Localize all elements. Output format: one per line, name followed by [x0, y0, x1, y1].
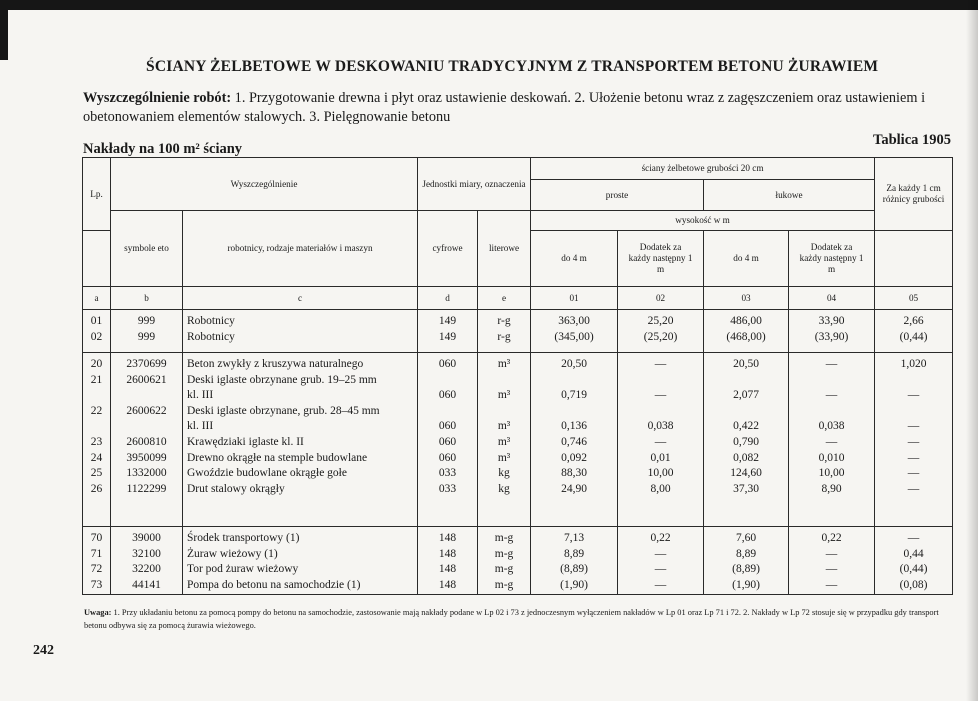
table-row-group-0	[83, 310, 953, 353]
header-do4m-lukowe: do 4 m	[704, 231, 789, 287]
cell-line: —	[825, 578, 838, 591]
cell-line	[704, 404, 788, 420]
cell-line: —	[907, 467, 920, 480]
cell-line: 124,60	[730, 467, 762, 480]
letter-c: c	[183, 287, 418, 310]
cell-line: —	[825, 389, 838, 402]
cell-line: 2600810	[126, 435, 167, 448]
cell-line: m-g	[494, 532, 514, 544]
cell-lit	[478, 527, 531, 595]
cell-lp	[83, 310, 111, 353]
cell-line: 0,092	[561, 451, 587, 464]
cell-c03	[704, 353, 789, 527]
cell-line: 24,90	[561, 482, 587, 495]
cell-cyf	[418, 310, 478, 353]
letter-e: e	[478, 287, 531, 310]
footnote	[84, 606, 956, 632]
cell-line: 8,00	[650, 482, 671, 495]
cell-cyf	[418, 527, 478, 595]
scan-left-edge	[0, 0, 8, 60]
cell-line: —	[907, 389, 920, 402]
cell-c03	[704, 310, 789, 353]
cell-line: 149	[438, 330, 457, 343]
cell-line: m³	[497, 451, 511, 464]
cell-line: m³	[497, 435, 511, 448]
header-dodatek-proste: Dodatek za każdy następny 1 m	[618, 231, 704, 287]
header-proste: proste	[531, 180, 704, 211]
cell-line: 37,30	[733, 482, 759, 495]
cell-line	[111, 388, 182, 404]
cell-line: 148	[438, 547, 457, 560]
cell-line: m³	[497, 389, 511, 402]
cell-line: 32100	[132, 547, 161, 560]
cell-line: (1,90)	[732, 578, 760, 591]
cell-line: 8,90	[821, 482, 842, 495]
cell-line: 0,082	[733, 451, 759, 464]
header-za-kazdy: Za każdy 1 cm różnicy grubości	[875, 158, 953, 231]
cell-line: 0,136	[561, 420, 587, 433]
header-row-3	[83, 211, 953, 231]
cell-line: 2600622	[126, 404, 167, 417]
letter-02: 02	[618, 287, 704, 310]
cell-line: 44141	[132, 578, 161, 591]
cell-line	[618, 373, 703, 389]
cell-lit	[478, 353, 531, 527]
table-number: Tablica 1905	[873, 132, 952, 148]
footnote-label: Uwaga:	[84, 608, 112, 617]
letter-d: d	[418, 287, 478, 310]
cell-line: —	[825, 547, 838, 560]
cell-line	[618, 404, 703, 420]
cell-line: 3950099	[126, 451, 167, 464]
header-symbole: symbole eto	[111, 211, 183, 287]
cell-line: 0,010	[818, 451, 845, 464]
cell-line: 20,50	[733, 358, 759, 370]
cell-name	[183, 527, 418, 595]
table-row-group-1	[83, 353, 953, 527]
cell-line	[531, 404, 617, 420]
cell-line: 01	[90, 315, 103, 327]
cell-line: 20	[90, 358, 103, 370]
cell-c04	[789, 310, 875, 353]
cell-line: (8,89)	[560, 563, 588, 576]
cell-line: 2,66	[903, 315, 924, 327]
cell-line: Deski iglaste obrzynane grub. 19–25 mm	[187, 373, 377, 386]
table-row-group-2	[83, 527, 953, 595]
cell-line: 39000	[132, 532, 161, 544]
footnote-text: 1. Przy układaniu betonu za pomocą pompy do betonu na samochodzie, zastosowanie mają nakłady podane w Lp 02 i 73 z jednoczesnym wyłączeniem nakładów w Lp 01 oraz Lp 71 i 72. 2. Nakłady w Lp 72 stosuje się w przypadku gdy transport betonu odbywa się za pomocą żurawia wieżowego.	[84, 608, 939, 630]
cell-line: 148	[438, 532, 457, 544]
cell-name	[183, 310, 418, 353]
cell-line: Beton zwykły z kruszywa naturalnego	[187, 358, 364, 370]
page-title: ŚCIANY ŻELBETOWE W DESKOWANIU TRADYCYJNYM Z TRANSPORTEM BETONU ŻURAWIEM	[146, 58, 879, 75]
cell-line: 0,746	[561, 435, 587, 448]
letter-04: 04	[789, 287, 875, 310]
norms-table	[82, 157, 953, 595]
cell-line: (345,00)	[554, 330, 594, 343]
cell-line: —	[654, 389, 667, 402]
cell-line: 2600621	[126, 373, 167, 386]
cell-line	[478, 373, 530, 389]
cell-line: 33,90	[818, 315, 845, 327]
cell-line: 148	[438, 563, 457, 576]
header-wysokosc: wysokość w m	[531, 211, 875, 231]
cell-line	[875, 373, 952, 389]
cell-line: 0,038	[647, 420, 674, 433]
cell-c01	[531, 310, 618, 353]
cell-line: 1332000	[126, 467, 167, 480]
header-sciany: ściany żelbetowe grubości 20 cm	[531, 158, 875, 180]
cell-line: 060	[438, 451, 457, 464]
cell-line: 0,44	[903, 547, 924, 560]
cell-line: 0,22	[821, 532, 842, 544]
cell-line: 23	[90, 435, 103, 448]
cell-line: (468,00)	[726, 330, 766, 343]
scan-top-edge	[0, 0, 978, 10]
cell-line: 033	[438, 482, 457, 495]
cell-line: 0,790	[733, 435, 759, 448]
cell-line: Krawędziaki iglaste kl. II	[187, 435, 304, 448]
cell-line: Deski iglaste obrzynane, grub. 28–45 mm	[187, 404, 380, 417]
cell-line: —	[654, 563, 667, 576]
cell-line: 148	[438, 578, 457, 591]
cell-line: —	[907, 532, 920, 544]
cell-line: Środek transportowy (1)	[187, 532, 300, 544]
cell-line: Tor pod żuraw wieżowy	[187, 563, 299, 576]
cell-line: 0,038	[818, 420, 845, 433]
cell-line: —	[907, 482, 920, 495]
cell-line: Pompa do betonu na samochodzie (1)	[187, 578, 361, 591]
cell-c05	[875, 527, 953, 595]
cell-line	[789, 373, 874, 389]
cell-line	[83, 419, 110, 435]
cell-line: —	[825, 435, 838, 448]
cell-line: 149	[438, 315, 457, 327]
cell-line: m-g	[494, 563, 514, 576]
header-lp-cont	[83, 231, 111, 287]
cell-line: 25,20	[647, 315, 674, 327]
cell-line	[478, 404, 530, 420]
cell-line: Gwoździe budowlane okrągłe gołe	[187, 467, 347, 480]
cell-c02	[618, 310, 704, 353]
cell-c01	[531, 527, 618, 595]
cell-line: Drewno okrągłe na stemple budowlane	[187, 451, 368, 464]
cell-c02	[618, 353, 704, 527]
cell-line: m-g	[494, 578, 514, 591]
cell-cyf	[418, 353, 478, 527]
cell-line: m-g	[494, 547, 514, 560]
cell-line: 20,50	[561, 358, 587, 370]
cell-line: Żuraw wieżowy (1)	[187, 547, 278, 560]
cell-line: kg	[498, 482, 510, 495]
cell-line: 2370699	[126, 358, 167, 370]
cell-lit	[478, 310, 531, 353]
cell-sym	[111, 527, 183, 595]
work-description-text: 1. Przygotowanie drewna i płyt oraz ustawienie deskowań. 2. Ułożenie betonu wraz z zagęszczeniem oraz ustawieniem i obetonowaniem elementów stalowych. 3. Pielęgnowanie betonu	[83, 90, 926, 125]
cell-line: —	[907, 420, 920, 433]
cell-line	[704, 373, 788, 389]
cell-line: —	[825, 358, 838, 370]
header-lukowe: łukowe	[704, 180, 875, 211]
cell-line: 486,00	[730, 315, 762, 327]
cell-line	[83, 388, 110, 404]
cell-line: 0,01	[650, 451, 671, 464]
cell-line: kg	[498, 467, 510, 480]
cell-line: (8,89)	[732, 563, 760, 576]
cell-line: 8,89	[563, 547, 585, 560]
cell-line: 32200	[132, 563, 161, 576]
cell-sym	[111, 310, 183, 353]
header-literowe: literowe	[478, 211, 531, 287]
cell-line: kl. III	[187, 420, 214, 433]
cell-line: kl. III	[187, 389, 214, 402]
cell-c04	[789, 527, 875, 595]
naklady-heading: Nakłady na 100 m² ściany	[83, 141, 243, 157]
cell-line: 8,89	[735, 547, 757, 560]
cell-line: 21	[90, 373, 103, 386]
cell-line: Robotnicy	[187, 330, 235, 343]
cell-line: (33,90)	[814, 330, 849, 343]
cell-line: 70	[90, 532, 103, 544]
letter-05: 05	[875, 287, 953, 310]
header-row-1	[83, 158, 953, 180]
cell-line	[418, 373, 477, 389]
cell-line: 02	[90, 330, 103, 343]
cell-line: —	[907, 451, 920, 464]
letter-01: 01	[531, 287, 618, 310]
letters-row	[83, 287, 953, 310]
cell-line: 22	[90, 404, 103, 417]
cell-line: r-g	[497, 315, 511, 327]
cell-lp	[83, 527, 111, 595]
letter-b: b	[111, 287, 183, 310]
cell-c01	[531, 353, 618, 527]
cell-line: (0,08)	[899, 578, 928, 591]
cell-line: 1,020	[900, 358, 927, 370]
cell-line: 033	[438, 467, 457, 480]
header-robotnicy: robotnicy, rodzaje materiałów i maszyn	[183, 211, 418, 287]
cell-line: 0,719	[561, 389, 587, 402]
cell-line: m³	[497, 358, 511, 370]
cell-line: m³	[497, 420, 511, 433]
cell-line: 7,13	[563, 532, 585, 544]
page-number: 242	[33, 643, 54, 658]
header-lp: Lp.	[83, 158, 111, 231]
cell-line	[531, 373, 617, 389]
header-dodatek-lukowe: Dodatek za każdy następny 1 m	[789, 231, 875, 287]
cell-line: 0,422	[733, 420, 759, 433]
cell-line: —	[825, 563, 838, 576]
cell-line: 999	[137, 315, 156, 327]
cell-line	[875, 404, 952, 420]
cell-line: —	[654, 435, 667, 448]
cell-lp	[83, 353, 111, 527]
cell-line: (1,90)	[560, 578, 588, 591]
cell-c04	[789, 353, 875, 527]
cell-line: 24	[90, 451, 103, 464]
cell-sym	[111, 353, 183, 527]
cell-line: —	[654, 358, 667, 370]
work-description	[83, 89, 955, 127]
cell-line: (0,44)	[899, 563, 928, 576]
cell-c05	[875, 353, 953, 527]
cell-line: 2,077	[733, 389, 759, 402]
cell-line: (0,44)	[899, 330, 928, 343]
cell-line: Drut stalowy okrągły	[187, 482, 285, 495]
cell-line: 26	[90, 482, 103, 495]
cell-line: 060	[438, 358, 457, 370]
header-jednostki: Jednostki miary, oznaczenia	[418, 158, 531, 211]
cell-line: 71	[90, 547, 103, 560]
header-za-kazdy-cont	[875, 231, 953, 287]
cell-name	[183, 353, 418, 527]
header-cyfrowe: cyfrowe	[418, 211, 478, 287]
cell-line: 10,00	[818, 467, 845, 480]
cell-line: 0,22	[650, 532, 671, 544]
cell-line: Robotnicy	[187, 315, 235, 327]
cell-line: 060	[438, 389, 457, 402]
cell-line: —	[654, 547, 667, 560]
scan-right-shadow	[966, 0, 978, 701]
cell-line	[789, 404, 874, 420]
cell-line: 72	[90, 563, 103, 576]
header-wyszczegolnienie: Wyszczególnienie	[111, 158, 418, 211]
cell-line: 10,00	[647, 467, 674, 480]
cell-line: 25	[90, 467, 103, 480]
letter-03: 03	[704, 287, 789, 310]
cell-c02	[618, 527, 704, 595]
cell-line: 363,00	[558, 315, 590, 327]
table-body	[83, 310, 953, 595]
letter-a: a	[83, 287, 111, 310]
cell-line	[111, 419, 182, 435]
cell-line: 88,30	[561, 467, 587, 480]
cell-line: 060	[438, 420, 457, 433]
header-do4m-proste: do 4 m	[531, 231, 618, 287]
cell-line: (25,20)	[643, 330, 678, 343]
cell-c05	[875, 310, 953, 353]
cell-line: 73	[90, 578, 103, 591]
cell-line	[418, 404, 477, 420]
cell-line: 999	[137, 330, 156, 343]
cell-line: 060	[438, 435, 457, 448]
cell-line: 1122299	[126, 482, 167, 495]
cell-c03	[704, 527, 789, 595]
cell-line: 7,60	[735, 532, 757, 544]
work-description-label: Wyszczególnienie robót:	[83, 90, 232, 106]
cell-line: —	[654, 578, 667, 591]
cell-line: r-g	[497, 330, 511, 343]
cell-line: —	[907, 435, 920, 448]
